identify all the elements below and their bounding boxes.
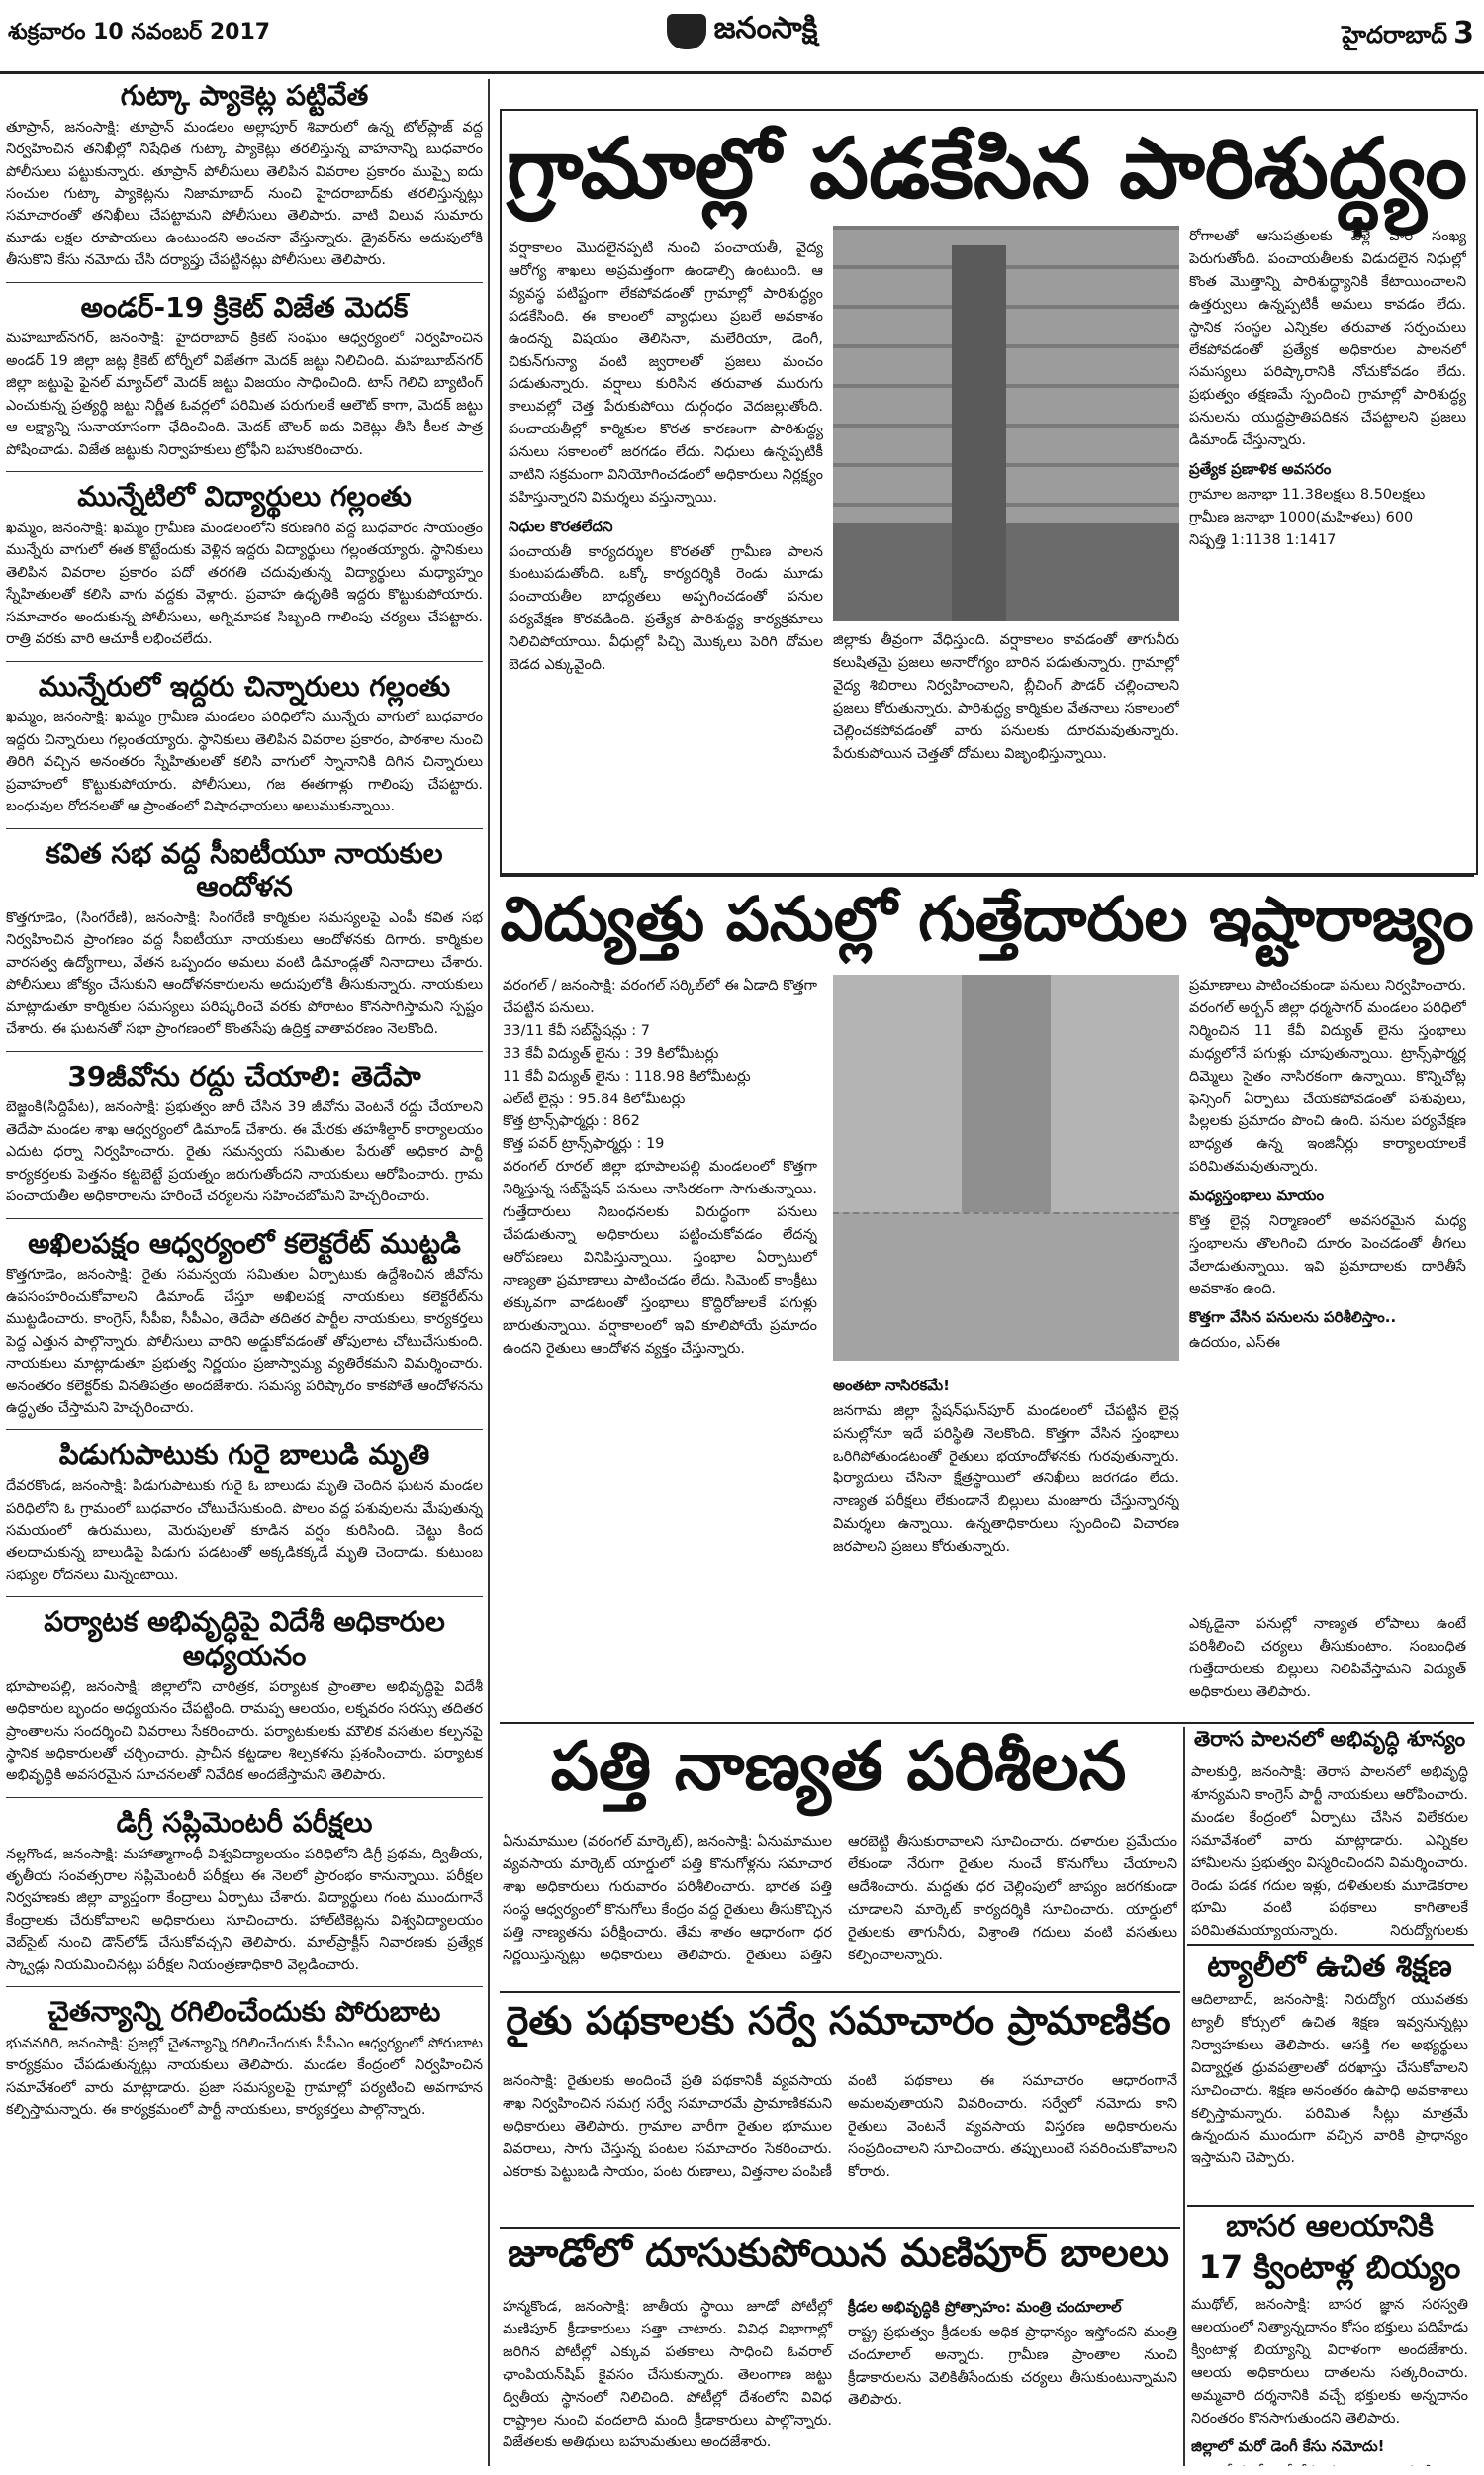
right-brief-text: ముథోల్‌, జనంసాక్షి: బాసర జ్ఞాన సరస్వతి ఆలయంలో నిత్యాన్నదానం కోసం భక్తులు పదిహేడు క్వింటాళ్ల బియ్యాన్ని విరాళంగా అందజేశారు. ఆలయ అధికారులు దాతలను సత్కరించారు. అమ్మవారి దర్శనానికి వచ్చే భక్తులకు అన్నదానం నిరంతరం కొనసాగుతుందని తెలిపారు. <box>1191 2297 1468 2427</box>
brief-headline: కవిత సభ వద్ద సీఐటీయూ నాయకుల ఆందోళన <box>46 836 443 904</box>
stat-line: 33 కేవీ విద్యుత్‌ లైను : 39 కిలోమీటర్లు <box>503 1045 719 1062</box>
story2-column-3 <box>1189 975 1466 1608</box>
stat-line: కొత్త పవర్‌ ట్రాన్స్‌ఫార్మర్లు : 19 <box>503 1136 665 1153</box>
stat-line: ఎల్‌టీ లైన్లు : 95.84 కిలోమీటర్లు <box>503 1091 686 1107</box>
news-brief <box>6 1806 483 1976</box>
brief-text: మహబూబ్‌నగర్‌, జనంసాక్షి: హైదరాబాద్‌ క్రికెట్‌ సంఘం ఆధ్వర్యంలో నిర్వహించిన అండర్‌ 19 జిల్లా జట్ల క్రికెట్‌ టోర్నీలో విజేతగా మెదక్‌ జట్టు నిలిచింది. మహబూబ్‌నగర్‌ జిల్లా జట్టుపై ఫైనల్‌ మ్యాచ్‌లో మెదక్‌ జట్టు విజయం సాధించింది. టాస్‌ గెలిచి బ్యాటింగ్‌ ఎంచుకున్న ప్రత్యర్థి జట్టు నిర్ణీత ఓవర్లలో పరిమిత పరుగులకే ఆలౌట్‌ కాగా, మెదక్‌ జట్టు ఆ లక్ష్యాన్ని సునాయాసంగా ఛేదించింది. మెదక్‌ బౌలర్‌ ఐదు వికెట్లు తీసి కీలక పాత్ర పోషించాడు. విజేత జట్టుకు నిర్వాహకులు ట్రోఫీని బహుకరించారు. <box>6 331 483 458</box>
story4-headline: రైతు పథకాలకు సర్వే సమాచారం ప్రామాణికం <box>506 1999 1171 2044</box>
brief-text: తూప్రాన్‌, జనంసాక్షి: తూప్రాన్‌ మండలం అల్లాపూర్‌ శివారులో ఉన్న టోల్‌ప్లాజ్‌ వద్ద నిర్వహించిన తనిఖీల్లో నిషేధిత గుట్కా ప్యాకెట్లు తరలిస్తున్న వాహనాన్ని బుధవారం పోలీసులు పట్టుకున్నారు. తూప్రాన్‌ పోలీసులు తెలిపిన వివరాల ప్రకారం ముప్పై ఐదు సంచుల గుట్కా ప్యాకెట్లను నిజామాబాద్‌ నుంచి హైదరాబాద్‌కు తరలిస్తున్నట్లు సమాచారంతో తనిఖీలు చేపట్టామని పోలీసులు తెలిపారు. వాటి విలువ సుమారు మూడు లక్షల రూపాయలు ఉంటుందని అంచనా వేస్తున్నారు. డ్రైవర్‌ను అదుపులోకి తీసుకొని కేసు నమోదు చేసి దర్యాప్తు చేపట్టినట్లు పోలీసులు తెలిపారు. <box>6 119 483 269</box>
news-brief <box>6 1995 483 2121</box>
brief-text: బెజ్జంకి(సిద్దిపేట), జనంసాక్షి: ప్రభుత్వం జారీ చేసిన 39 జీవోను వెంటనే రద్దు చేయాలని తెదేపా మండల శాఖ ఆధ్వర్యంలో డిమాండ్‌ చేశారు. ఈ మేరకు తహశీల్దార్‌ కార్యాలయం ఎదుట ధర్నా నిర్వహించారు. రైతు సమన్వయ సమితుల పేరుతో అధికార పార్టీ కార్యకర్తలకు పెత్తనం కట్టబెట్టే ప్రయత్నం జరుగుతోందని నాయకులు ఆరోపించారు. గ్రామ పంచాయతీల అధికారాలను హరించే చర్యలను సహించబోమని హెచ్చరించారు. <box>6 1099 483 1205</box>
brief-headline: అండర్‌-19 క్రికెట్‌ విజేత మెదక్‌ <box>80 290 409 324</box>
story5-subheading: క్రీడల అభివృద్ధికి ప్రోత్సాహం: మంత్రి చందూలాల్ <box>848 2298 1122 2316</box>
lead-subheading: ప్రత్యేక ప్రణాళిక అవసరం <box>1189 460 1332 479</box>
story2-attribution: ఉదయం, ఎస్‌ఈ <box>1189 1335 1280 1352</box>
lead-story-column-1 <box>509 238 823 861</box>
stat-line: నిష్పత్తి 1:1138 1:1417 <box>1189 531 1337 548</box>
lead-subheading: నిధుల కొరతలేదని <box>509 517 613 535</box>
story5-body-text: హన్మకొండ, జనంసాక్షి: జాతీయ స్థాయి జూడో పోటీల్లో మణిపూర్‌ క్రీడాకారులు సత్తా చాటారు. వివిధ విభాగాల్లో జరిగిన పోటీల్లో ఎక్కువ పతకాలు సాధించి ఓవరాల్‌ ఛాంపియన్‌షిప్‌ కైవసం చేసుకున్నారు. తెలంగాణ జట్టు ద్వితీయ స్థానంలో నిలిచింది. పోటీల్లో దేశంలోని వివిధ రాష్ట్రాల నుంచి వందలాది మంది క్రీడాకారులు పాల్గొన్నారు. విజేతలకు అతిథులు బహుమతులు అందజేశారు. <box>503 2299 832 2451</box>
news-brief <box>6 1060 483 1208</box>
sanitation-photo <box>833 226 1179 621</box>
brief-headline: మున్నేరులో ఇద్దరు చిన్నారులు గల్లంతు <box>38 669 451 703</box>
brief-headline: అఖిలపక్షం ఆధ్వర్యంలో కలెక్టరేట్‌ ముట్టడి <box>28 1226 461 1260</box>
divider <box>6 1986 483 1987</box>
right-brief-headline: తెరాస పాలనలో అభివృద్ధి శూన్యం <box>1193 1727 1466 1751</box>
divider <box>6 1429 483 1430</box>
column-divider <box>488 79 490 2466</box>
brief-headline: గుట్కా ప్యాకెట్ల పట్టివేత <box>120 79 369 112</box>
news-brief <box>6 1227 483 1420</box>
brief-text: కొత్తగూడెం, జనంసాక్షి: రైతు సమన్వయ సమితుల ఏర్పాటుకు ఉద్దేశించిన జీవోను ఉపసంహరించుకోవాలని డిమాండ్‌ చేస్తూ అఖిలపక్ష నాయకులు కలెక్టరేట్‌ను ముట్టడించారు. కాంగ్రెస్‌, సీపీఐ, సీపీఎం, తెదేపా తదితర పార్టీల నాయకులు, కార్యకర్తలు పెద్ద ఎత్తున పాల్గొన్నారు. పోలీసులు వారిని అడ్డుకోవడంతో తోపులాట చోటుచేసుకుంది. నాయకులు మాట్లాడుతూ ప్రభుత్వ నిర్ణయం ప్రజాస్వామ్య వ్యతిరేకమని విమర్శించారు. అనంతరం కలెక్టర్‌కు వినతిపత్రం అందజేశారు. సమస్య పరిష్కారం కాకపోతే ఆందోళనను ఉద్ధృతం చేస్తామని హెచ్చరించారు. <box>6 1267 483 1416</box>
right-brief-headline: బాసర ఆలయానికి <box>1226 2209 1434 2243</box>
story5-headline: జూడోలో దూసుకుపోయిన మణిపూర్‌ బాలలు <box>507 2232 1170 2276</box>
stat-line: 33/11 కేవీ సబ్‌స్టేషన్లు : 7 <box>503 1022 650 1039</box>
divider <box>6 1596 483 1597</box>
story2-column-4: ఎక్కడైనా పనుల్లో నాణ్యత లోపాలు ఉంటే పరిశీలించి చర్యలు తీసుకుంటాం. సంబంధిత గుత్తేదారులకు బిల్లులు నిలిపివేస్తామని విద్యుత్‌ అధికారులు తెలిపారు. <box>1189 1616 1466 1700</box>
section-divider <box>1187 2205 1474 2207</box>
story2-body-text: కొత్త లైన్ల నిర్మాణంలో అవసరమైన మధ్య స్తంభాలను తొలగించి దూరం పెంచడంతో తీగలు వేలాడుతున్నాయి. ఇవి ప్రమాదాలకు దారితీసే అవకాశం ఉంది. <box>1189 1212 1466 1297</box>
right-brief-headline-2: 17 క్వింటాళ్ల బియ్యం <box>1198 2248 1461 2286</box>
brief-text: దేవరకొండ, జనంసాక్షి: పిడుగుపాటుకు గురై ఓ బాలుడు మృతి చెందిన ఘటన మండల పరిధిలోని ఓ గ్రామంలో బుధవారం చోటుచేసుకుంది. పొలం వద్ద పశువులను మేపుతున్న సమయంలో ఉరుములు, మెరుపులతో కూడిన వర్షం కురిసింది. చెట్టు కింద తలదాచుకున్న బాలుడిపై పిడుగు పడటంతో అక్కడికక్కడే మృతి చెందాడు. కుటుంబ సభ్యుల రోదనలు మిన్నంటాయి. <box>6 1478 483 1583</box>
divider <box>6 661 483 662</box>
brief-text: భువనగిరి, జనంసాక్షి: ప్రజల్లో చైతన్యాన్ని రగిలించేందుకు సీపీఎం ఆధ్వర్యంలో పోరుబాట కార్యక్రమం చేపడుతున్నట్లు నాయకులు తెలిపారు. మండల కేంద్రంలో నిర్వహించిన సమావేశంలో వారు మాట్లాడారు. ప్రజా సమస్యలపై గ్రామాల్లో పర్యటించి అవగాహన కల్పిస్తామన్నారు. ఈ కార్యక్రమంలో పార్టీ నాయకులు, కార్యకర్తలు పాల్గొన్నారు. <box>6 2035 483 2119</box>
story2-headline: విద్యుత్తు పనుల్లో గుత్తేదారుల ఇష్టారాజ్యం <box>500 883 1474 955</box>
section-divider <box>500 875 1474 877</box>
column-divider <box>1183 1727 1185 2466</box>
divider <box>6 1051 483 1052</box>
brief-text: ఖమ్మం, జనంసాక్షి: ఖమ్మం గ్రామీణ మండలం పరిధిలోని మున్నేరు వాగులో బుధవారం ఇద్దరు చిన్నారులు గల్లంతయ్యారు. స్థానికులు తెలిపిన వివరాల ప్రకారం, పాఠశాల నుంచి తిరిగి వచ్చిన అనంతరం స్నేహితులతో కలిసి వాగులో స్నానానికి దిగిన చిన్నారులు ప్రవాహంలో కొట్టుకుపోయారు. పోలీసులు, గజ ఈతగాళ్లు గాలింపు చేపట్టారు. బంధువుల రోదనలతో ఆ ప్రాంతంలో విషాదఛాయలు అలుముకున్నాయి. <box>6 710 483 815</box>
right-brief-subheading: జిల్లాలో మరో డెంగీ కేసు నమోదు! <box>1191 2437 1385 2456</box>
divider <box>6 1218 483 1219</box>
news-brief <box>6 291 483 461</box>
brief-text: నల్లగొండ, జనంసాక్షి: మహాత్మాగాంధీ విశ్వవిద్యాలయం పరిధిలోని డిగ్రీ ప్రథమ, ద్వితీయ, తృతీయ సంవత్సరాల సప్లిమెంటరీ పరీక్షలు ఈ నెలలో ప్రారంభం కానున్నాయి. పరీక్షల నిర్వహణకు జిల్లా వ్యాప్తంగా కేంద్రాలు ఏర్పాటు చేశారు. విద్యార్థులు గంట ముందుగానే కేంద్రాలకు చేరుకోవాలని అధికారులు సూచించారు. హాల్‌టికెట్లను విశ్వవిద్యాలయం వెబ్‌సైట్‌ నుంచి డౌన్‌లోడ్‌ చేసుకోవచ్చని తెలిపారు. మాల్‌ప్రాక్టీస్‌ నివారణకు ప్రత్యేక స్క్వాడ్లు నియమించినట్లు పరీక్షల నియంత్రణాధికారి వెల్లడించారు. <box>6 1846 483 1973</box>
electric-pole-photo <box>833 975 1179 1361</box>
issue-date: శుక్రవారం 10 నవంబర్ 2017 <box>8 20 271 45</box>
brief-headline: పిడుగుపాటుకు గురై బాలుడి మృతి <box>58 1438 430 1472</box>
stat-line: 11 కేవీ విద్యుత్‌ లైను : 118.98 కిలోమీటర్లు <box>503 1068 751 1085</box>
news-brief <box>6 480 483 650</box>
divider <box>6 471 483 472</box>
story2-column-2 <box>833 1369 1179 1717</box>
page-number: 3 <box>1453 16 1474 50</box>
lead-body-text: రోగాలతో ఆసుపత్రులకు వెళ్లే వారి సంఖ్య పెరుగుతోంది. పంచాయతీలకు విడుదలైన నిధుల్లో కొంత మొత్తాన్ని పారిశుద్ధ్యానికి కేటాయించాలని ఉత్తర్వులు ఉన్నప్పటికీ అమలు కావడం లేదు. స్థానిక సంస్థల ఎన్నికల తరువాత సర్పంచులు లేకపోవడంతో ప్రత్యేక అధికారుల పాలనలో సమస్యలు పరిష్కారానికి నోచుకోవడం లేదు. ప్రభుత్వం తక్షణమే స్పందించి గ్రామాల్లో పారిశుద్ధ్య పనులను యుద్ధప్రాతిపదికన చేపట్టాలని ప్రజలు డిమాండ్‌ చేస్తున్నారు. <box>1189 229 1466 449</box>
section-divider <box>500 2227 1180 2229</box>
story3-headline: పత్తి నాణ్యత పరిశీలన <box>550 1728 1127 1806</box>
divider <box>6 828 483 829</box>
lead-story-column-3 <box>1189 226 1466 863</box>
brief-text: కొత్తగూడెం, (సింగరేణి), జనంసాక్షి: సింగరేణి కార్మికుల సమస్యలపై ఎంపీ కవిత సభ నిర్వహించిన ప్రాంగణం వద్ద సీఐటీయూ నాయకులు ఆందోళనకు దిగారు. కార్మికుల వారసత్వ ఉద్యోగాలు, వేతన ఒప్పందం అమలు వంటి డిమాండ్లతో నినాదాలు చేశారు. పోలీసులు జోక్యం చేసుకుని ఆందోళనకారులను అదుపులోకి తీసుకున్నారు. నాయకులు మాట్లాడుతూ కార్మికుల సమస్యలు పరిష్కరించే వరకు పోరాటం కొనసాగిస్తామని స్పష్టం చేశారు. ఈ ఘటనతో సభా ప్రాంగణంలో కొంతసేపు ఉద్రిక్త వాతావరణం నెలకొంది. <box>6 909 483 1038</box>
story2-subheading: మధ్యస్తంభాలు మాయం <box>1189 1187 1325 1205</box>
section-divider <box>500 1991 1180 1993</box>
stat-line: కొత్త ట్రాన్స్‌ఫార్మర్లు : 862 <box>503 1113 640 1130</box>
story2-body-text: జనగామ జిల్లా స్టేషన్‌ఘన్‌పూర్‌ మండలంలో చేపట్టిన లైన్ల పనుల్లోనూ ఇదే పరిస్థితి నెలకొంది. కొత్తగా వేసిన స్తంభాలు ఒరిగిపోతుండటంతో రైతులు భయాందోళనకు గురవుతున్నారు. ఫిర్యాదులు చేసినా క్షేత్రస్థాయిలో తనిఖీలు జరగడం లేదు. నాణ్యత పరీక్షలు లేకుండానే బిల్లులు మంజూరు చేస్తున్నారన్న విమర్శలు ఉన్నాయి. ఉన్నతాధికారులు స్పందించి విచారణ జరపాలని ప్రజలు కోరుతున్నారు. <box>833 1402 1179 1556</box>
news-brief <box>6 1438 483 1586</box>
photo-pole <box>952 245 1006 621</box>
newspaper-logo <box>633 10 851 53</box>
story3-body: ఏనుమాముల (వరంగల్‌ మార్కెట్‌), జనంసాక్షి: ఏనుమాముల వ్యవసాయ మార్కెట్‌ యార్డులో పత్తి కొనుగోళ్లను సమాచార శాఖ అధికారులు గురువారం పరిశీలించారు. భారత పత్తి సంస్థ ఆధ్వర్యంలో కొనుగోలు కేంద్రం వద్ద రైతులు తీసుకొచ్చిన పత్తి నాణ్యతను పరీక్షించారు. తేమ శాతం ఆధారంగా ధర నిర్ణయిస్తున్నట్లు అధికారులు తెలిపారు. రైతులు పత్తిని ఆరబెట్టి తీసుకురావాలని సూచించారు. దళారుల ప్రమేయం లేకుండా నేరుగా రైతుల నుంచే కొనుగోలు చేయాలని ఆదేశించారు. మద్దతు ధర చెల్లింపులో జాప్యం జరగకుండా చూడాలని మార్కెట్‌ కార్యదర్శికి సూచించారు. యార్డులో రైతులకు తాగునీరు, విశ్రాంతి గదులు వంటి వసతులు కల్పించాలన్నారు. <box>503 1834 1177 1963</box>
news-brief <box>6 1605 483 1787</box>
story2-subheading: అంతటా నాసిరకమే! <box>833 1377 950 1394</box>
section-divider <box>500 1722 1474 1724</box>
news-brief <box>6 837 483 1041</box>
photo-ground <box>833 523 1179 621</box>
story4-body: జనంసాక్షి: రైతులకు అందించే ప్రతి పథకానికీ వ్యవసాయ శాఖ నిర్వహించిన సమగ్ర సర్వే సమాచారమే ప్రామాణికమని అధికారులు తెలిపారు. గ్రామాల వారీగా రైతుల భూముల వివరాలు, సాగు చేస్తున్న పంటల సమాచారం సేకరించారు. ఎకరాకు పెట్టుబడి సాయం, పంట రుణాలు, విత్తనాల పంపిణీ వంటి పథకాలు ఈ సమాచారం ఆధారంగానే అమలవుతాయని వివరించారు. సర్వేలో నమోదు కాని రైతులు వెంటనే వ్యవసాయ విస్తరణ అధికారులను సంప్రదించాలని సూచించారు. తప్పులుంటే సవరించుకోవాలని కోరారు. <box>503 2073 1177 2180</box>
story2-column-1 <box>503 975 817 1717</box>
edition-city: హైదరాబాద్ <box>1342 21 1448 48</box>
story2-body-text: ప్రమాణాలు పాటించకుండా పనులు నిర్వహించారు. వరంగల్‌ అర్బన్‌ జిల్లా ధర్మసాగర్‌ మండలం పరిధిలో నిర్మించిన 11 కేవీ విద్యుత్‌ లైను స్తంభాలు మధ్యలోనే పగుళ్లు చూపుతున్నాయి. ట్రాన్స్‌ఫార్మర్ల దిమ్మెలు సైతం నాసిరకంగా ఉన్నాయి. కొన్నిచోట్ల ఫెన్సింగ్‌ ఏర్పాటు చేయకపోవడంతో పశువులు, పిల్లలకు ప్రమాదం పొంచి ఉంది. పనుల పర్యవేక్షణ బాధ్యత ఉన్న ఇంజినీర్లు కార్యాలయాలకే పరిమితమవుతున్నారు. <box>1189 978 1466 1176</box>
left-news-column <box>6 79 483 2466</box>
story5-body <box>503 2296 1177 2466</box>
brief-headline: చైతన్యాన్ని రగిలించేందుకు పోరుబాట <box>47 1995 441 2029</box>
logo-mark-icon <box>667 14 706 49</box>
story2-dateline: వరంగల్‌ / జనంసాక్షి: వరంగల్‌ సర్కిల్‌లో ఈ ఏడాది కొత్తగా చేపట్టిన పనులు. <box>503 978 817 1016</box>
story5-body-text: రాష్ట్ర ప్రభుత్వం క్రీడలకు అధిక ప్రాధాన్యం ఇస్తోందని మంత్రి చందూలాల్‌ అన్నారు. గ్రామీణ ప్రాంతాల నుంచి క్రీడాకారులను వెలికితీసేందుకు చర్యలు తీసుకుంటున్నామని తెలిపారు. <box>848 2324 1177 2409</box>
story2-body-text: వరంగల్‌ రూరల్‌ జిల్లా భూపాలపల్లి మండలంలో కొత్తగా నిర్మిస్తున్న సబ్‌స్టేషన్‌ పనులు నాసిరకంగా సాగుతున్నాయి. గుత్తేదారులు నిబంధనలకు విరుద్ధంగా పనులు చేపడుతున్నా అధికారులు పట్టించుకోవడం లేదన్న ఆరోపణలు వినిపిస్తున్నాయి. స్తంభాల ఏర్పాటులో నాణ్యతా ప్రమాణాలు పాటించడం లేదు. సిమెంట్‌ కాంక్రీటు తక్కువగా వాడటంతో స్తంభాలు కొద్దిరోజులకే పగుళ్లు బారుతున్నాయి. వర్షాకాలంలో ఇవి కూలిపోయే ప్రమాదం ఉందని రైతులు ఆందోళన వ్యక్తం చేస్తున్నారు. <box>503 1159 817 1357</box>
right-brief-text: ఆదిలాబాద్‌, జనంసాక్షి: నిరుద్యోగ యువతకు ట్యాలీ కోర్సులో ఉచిత శిక్షణ ఇవ్వనున్నట్లు నిర్వాహకులు తెలిపారు. ఆసక్తి గల అభ్యర్థులు విద్యార్హత ధ్రువపత్రాలతో దరఖాస్తు చేసుకోవాలని సూచించారు. శిక్షణ అనంతరం ఉపాధి అవకాశాలు కల్పిస్తామన్నారు. పరిమిత సీట్లు మాత్రమే ఉన్నందున ముందుగా వచ్చిన వారికి ప్రాధాన్యం ఇస్తామని చెప్పారు. <box>1191 1992 1468 2167</box>
news-brief <box>6 79 483 272</box>
lead-story-column-2: జిల్లాకు తీవ్రంగా వేధిస్తుంది. వర్షాకాలం కావడంతో తాగునీరు కలుషితమై ప్రజలు అనారోగ్యం బారిన పడుతున్నారు. గ్రామాల్లో వైద్య శిబిరాలు నిర్వహించాలని, బ్లీచింగ్‌ పౌడర్‌ చల్లించాలని ప్రజలు కోరుతున్నారు. పారిశుద్ధ్య కార్మికుల వేతనాలు సకాలంలో చెల్లించకపోవడంతో వారు పనులకు దూరమవుతున్నారు. పేరుకుపోయిన చెత్తతో దోమలు విజృంభిస్తున్నాయి. <box>833 632 1179 762</box>
section-divider <box>1187 1944 1474 1946</box>
lead-body-text: పంచాయతీ కార్యదర్శుల కొరతతో గ్రామీణ పాలన కుంటుపడుతోంది. ఒక్కో కార్యదర్శికి రెండు మూడు పంచాయతీల బాధ్యతలు అప్పగించడంతో పనుల పర్యవేక్షణ కొరవడింది. ప్రత్యేక పారిశుద్ధ్య కార్యక్రమాలు నిలిచిపోయాయి. వీధుల్లో పిచ్చి మొక్కలు పెరిగి దోమల బెడద ఎక్కువైంది. <box>509 543 823 674</box>
right-brief-text: పాలకుర్తి, జనంసాక్షి: తెరాస పాలనలో అభివృద్ధి శూన్యమని కాంగ్రెస్‌ పార్టీ నాయకులు ఆరోపించారు. మండల కేంద్రంలో ఏర్పాటు చేసిన విలేకరుల సమావేశంలో వారు మాట్లాడారు. ఎన్నికల హామీలను ప్రభుత్వం విస్మరించిందని విమర్శించారు. రెండు పడక గదుల ఇళ్లు, దళితులకు మూడెకరాల భూమి వంటి పథకాలు కాగితాలకే పరిమితమయ్యాయన్నారు. నిరుద్యోగులకు <box>1191 1764 1468 1940</box>
edition-info <box>1342 16 1474 54</box>
newspaper-name: జనంసాక్షి <box>713 11 818 46</box>
brief-headline: మున్నేటిలో విద్యార్థులు గల్లంతు <box>77 480 412 514</box>
lead-headline: గ్రామాల్లో పడకేసిన పారిశుద్ధ్యం <box>507 120 1467 217</box>
brief-text: భూపాలపల్లి, జనంసాక్షి: జిల్లాలోని చారిత్రక, పర్యాటక ప్రాంతాల అభివృద్ధిపై విదేశీ అధికారుల బృందం అధ్యయనం చేపట్టింది. రామప్ప ఆలయం, లక్నవరం సరస్సు తదితర ప్రాంతాలను సందర్శించి వివరాలు సేకరించారు. పర్యాటకులకు మౌలిక వసతుల కల్పనపై స్థానిక అధికారులతో చర్చించారు. ప్రాచీన కట్టడాల శిల్పకళను ప్రశంసించారు. పర్యాటక అభివృద్ధికి అవసరమైన సూచనలతో నివేదిక అందజేస్తామని తెలిపారు. <box>6 1678 483 1784</box>
story2-subheading: కొత్తగా వేసిన పనులను పరిశీలిస్తాం.. <box>1189 1308 1397 1327</box>
stat-line: గ్రామాల జనాభా 11.38లక్షలు 8.50లక్షలు <box>1189 486 1426 503</box>
brief-text: ఖమ్మం, జనంసాక్షి: ఖమ్మం గ్రామీణ మండలంలోని కరుణగిరి వద్ద బుధవారం సాయంత్రం మున్నేరు వాగులో ఈత కొట్టేందుకు వెళ్లిన ఇద్దరు విద్యార్థులు గల్లంతయ్యారు. స్థానికులు తెలిపిన వివరాల ప్రకారం పదో తరగతి చదువుతున్న విద్యార్థులు మధ్యాహ్నం స్నేహితులతో కలిసి వాగు వద్దకు వెళ్లారు. ప్రవాహ ఉధృతికి ఇద్దరు కొట్టుకుపోయారు. సమాచారం అందుకున్న పోలీసులు, అగ్నిమాపక సిబ్బంది గాలింపు చర్యలు చేపట్టారు. రాత్రి వరకు వారి ఆచూకీ లభించలేదు. <box>6 520 483 648</box>
brief-headline: డిగ్రీ సప్లిమెంటరీ పరీక్షలు <box>116 1805 373 1839</box>
divider <box>6 282 483 283</box>
brief-headline: 39జీవోను రద్దు చేయాలి: తెదేపా <box>67 1059 421 1093</box>
divider <box>6 1797 483 1798</box>
brief-headline: పర్యాటక అభివృద్ధిపై విదేశీ అధికారుల అధ్యయనం <box>44 1605 445 1671</box>
right-brief-headline: ట్యాలీలో ఉచిత శిక్షణ <box>1207 1950 1452 1984</box>
right-brief-body <box>1191 2294 1468 2466</box>
stat-line: గ్రామీణ జనాభా 1000(మహిళలు) 600 <box>1189 509 1414 525</box>
lead-body-text: వర్షాకాలం మొదలైనప్పటి నుంచి పంచాయతీ, వైద్య ఆరోగ్య శాఖలు అప్రమత్తంగా ఉండాల్సి ఉంటుంది. ఆ వ్యవస్థ పటిష్టంగా లేకపోవడంతో గ్రామాల్లో పారిశుద్ధ్యం పడకేసింది. ఈ కాలంలో వ్యాధులు ప్రబలే అవకాశం ఉందన్న విషయం తెలిసినా, మలేరియా, డెంగీ, చికున్‌గున్యా వంటి జ్వరాలతో ప్రజలు మంచం పడుతున్నారు. వర్షాలు కురిసిన తరువాత మురుగు కాలువల్లో చెత్త పేరుకుపోయి దుర్గంధం వెదజల్లుతోంది. పంచాయతీల్లో కార్మికుల కొరత కారణంగా పారిశుద్ధ్య పనులు సకాలంలో జరగడం లేదు. నిధులు ఉన్నప్పటికీ వాటిని సక్రమంగా వినియోగించడంలో అధికారులు నిర్లక్ష్యం వహిస్తున్నారని విమర్శలు వస్తున్నాయి. <box>509 240 823 506</box>
news-brief <box>6 670 483 818</box>
right-brief-text <box>1191 2464 1468 2466</box>
photo-rubble <box>833 1212 1179 1361</box>
